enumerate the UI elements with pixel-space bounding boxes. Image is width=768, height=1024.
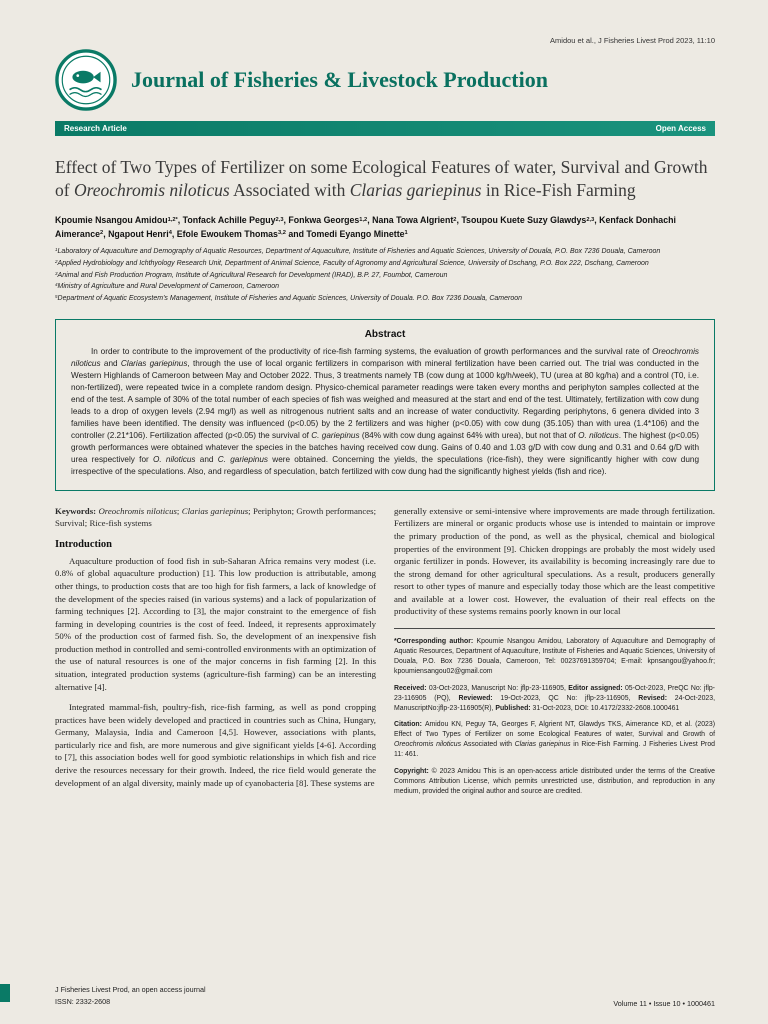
affiliation-item: $^4$Ministry of Agriculture and Rural Development of Cameroon, Cameroon — [55, 282, 280, 291]
affiliation-item: $^3$Animal and Fish Production Program, Institute of Agricultural Research for Development (IRAD), B.P. 27, Foumbot, Cameroun — [55, 270, 448, 279]
article-history-note: Received: 03-Oct-2023, Manuscript No: jflp-23-116905, Editor assigned: 05-Oct-2023, PreQC No: jflp-23-116905 (PQ), Reviewed: 19-Oct-2023, QC No: jflp-23-116905, Revised: 24-Oct-2023, ManuscriptNo:jflp-23-116905(R), Published: 31-Oct-2023, DOI: 10.4172/2332-2608.1000461 — [394, 684, 715, 712]
abstract-heading: Abstract — [364, 329, 406, 341]
article-notes — [394, 628, 715, 797]
affiliation-item: $^2$Applied Hydrobiology and Ichthyology Research Unit, Department of Animal Science, Faculty of Agronomy and Agricultural Science, University of Dschang, P.O. Box 222, Dschang, Cameroon — [55, 259, 649, 268]
right-column — [394, 505, 715, 803]
authors-line: Kpoumie Nsangou Amidou$^{1,2*}$, Tonfack Achille Peguy$^{2,3}$, Fonkwa Georges$^{1,2}$, Nana Towa Algrient$^2$, Tsoupou Kuete Suzy Glawdys$^{2,3}$, Kenfack Donhachi Aimerance$^2$, Ngapout Henri$^4$, Efole Ewoukem Thomas$^{3,2}$ and Tomedi Eyango Minette$^1$ — [55, 215, 676, 239]
affiliation-item: $^5$Department of Aquatic Ecosystem's Management, Institute of Fisheries and Aquatic Sciences, University of Douala. P.O. Box 7236 Douala, Cameroon — [55, 293, 523, 302]
footer-issn: ISSN: 2332-2608 — [55, 996, 111, 1006]
fish-logo-icon — [55, 49, 117, 111]
affiliation-item: $^1$Laboratory of Aquaculture and Demography of Aquatic Resources, Department of Aquaculture, Institute of Fisheries and Aquatic Sciences, University of Douala, P.O. Box 7236 Douala, Cameroon — [55, 247, 661, 256]
abstract-text: In order to contribute to the improvement of the productivity of rice-fish farming systems, the evaluation of growth performances and the survival rate of Oreochromis niloticus and Clarias gariepinus, through the use of local organic fertilizers in comparison with mineral fertilization have been carried out. The trial was conducted in the Western Highlands of Cameroon between May and October 2022. Thus, 3 treatments namely TB (cow dung at 1000 kg/h/week), TU (urea at 80 kg/ha) and a control (T0, i.e. non-fertilized), were repeated twice in a complete random design. Physico-chemical parameter readings were taken every months and periphyton samples collected at the end of the test. A sample of 30% of the total number of each species of fish was weighed and measured at the start and end of the test. Ultimately, fertilization with cow dung leads to a drop of oxygen levels (2.94 mg/l) as well as nitrogenous nutrient salts and an increase of water conductivity. Regarding periphytons, 6 genera divided into 3 families have been identified. The density was influenced (p<0.05) by the 2 fertilizers and was higher (p<0.05) with cow dung (35.105) than with urea (1.4*106) and the controller (2.21*106). Fertilization affected (p<0.05) the survival of C. gariepinus (84% with cow dung against 64% with urea), but not that of O. niloticus. The highest (p<0.05) growth performances were obtained whatever the species in the batches having received cow dung. Gains of 0.40 and 1.03 g/D with cow dung and 0.31 and 0.64 g/D with urea respectively for O. niloticus and C. gariepinus were obtained. Concerning the yields, the speculations (rice-fish), they were significantly higher with cow dung irrespective of the speculations. Also, and regardless of speculation, batch fertilized with cow dung had the significantly highest yields (fish and rice). — [71, 347, 700, 476]
article-type-banner — [55, 121, 715, 136]
page-footer — [55, 984, 715, 1008]
copyright-note: Copyright: © 2023 Amidou This is an open-access article distributed under the terms of the Creative Commons Attribution License, which permits unrestricted use, distribution, and reproduction in any medium, provided the original author and source are credited. — [394, 767, 715, 795]
introduction-paragraph-1: Aquaculture production of food fish in sub-Saharan Africa remains very modest (i.e. 0.8% of global aquaculture production) [1]. This low production is attributable, among other things, to production costs that are too high for fish farmers, a lack of knowledge of the development of the species raised (in various systems) and a lack of popularization of farming techniques [2]. According to [3], the major constraint to the emergence of fish farming in developing countries is the cost of feed. Indeed, it represents approximately 50% of the production cost of farmed fish. So, the development of an inexpensive fish production method in controlled and semi-controlled environments with an optimization of the use of natural resources is one of the major concerns in fish farming [2]. In this situation, integrated production systems (agriculture-fish farming) can be an interesting alternative [4]. — [55, 555, 376, 692]
abstract-box — [55, 319, 715, 491]
footer-journal-line: J Fisheries Livest Prod, an open access journal — [55, 984, 206, 994]
introduction-heading: Introduction — [55, 538, 112, 550]
open-access-label: Open Access — [655, 124, 706, 133]
journal-header — [55, 49, 715, 111]
article-type-label: Research Article — [64, 124, 127, 133]
introduction-paragraph-2: Integrated mammal-fish, poultry-fish, rice-fish farming, as well as pond cropping practices have been widely developed and practiced in countries such as China, Hungary, Germany, Malaysia, India and Cameroon [4,5]. However, associations with plants, particularly rice and fish, are more numerous and give significant yields [4-6]. According to [7], this association bodes well for good symbiotic relationships in which fish and rice derive the resources necessary for their growth. Indeed, the rice field would generate the development of an algal diversity, mainly made up of cyanobacteria [8]. These systems are — [55, 702, 376, 788]
journal-logo — [55, 49, 117, 111]
right-column-paragraph-1: generally extensive or semi-intensive where improvements are made through fertilization. Fertilizers are mineral or organic products whose use is intended to maintain or improve the primary production of the pond, as well as the physical, chemical and biological properties of the environment [9]. Chicken droppings are probably the most widely used organic fertilizer in ponds. However, its availability is becoming increasingly rare due to the strong demand for other agricultural speculations. As a result, producers generally resort to other types of manure and especially today those which are the least competitive and available at a lower cost. However, the evaluation of their real effects on the productivity of these systems remains poorly known in our local — [394, 505, 715, 617]
footer-volume: Volume 11 • Issue 10 • 1000461 — [613, 999, 715, 1008]
corner-accent — [0, 984, 10, 1002]
keywords-line: Keywords: Oreochromis niloticus; Clarias gariepinus; Periphyton; Growth performances; Survival; Rice-fish systems — [55, 505, 377, 529]
article-title: Effect of Two Types of Fertilizer on some Ecological Features of water, Survival and Growth of Oreochromis niloticus Associated with Clarias gariepinus in Rice-Fish Farming — [55, 157, 708, 201]
affiliations — [55, 247, 715, 304]
left-column — [55, 505, 376, 803]
journal-name: Journal of Fisheries & Livestock Production — [131, 66, 548, 92]
footer-left — [55, 984, 206, 1008]
corresponding-author-note: *Corresponding author: Kpoumie Nsangou Amidou, Laboratory of Aquaculture and Demography of Aquatic Resources, Department of Aquaculture, Institute of Fisheries and Aquatic Sciences, University of Douala, P.O. Box 7236 Douala, Cameroon, Tel: 00237691359704; E-mail: kpnsangou@yahoo.fr; kpoumiensangou02@gmail.com — [394, 638, 715, 675]
running-head: Amidou et al., J Fisheries Livest Prod 2023, 11:10 — [550, 36, 715, 45]
two-column-body — [55, 505, 715, 803]
citation-note: Citation: Amidou KN, Peguy TA, Georges F, Algrient NT, Glawdys TKS, Aimerance KD, et al. (2023) Effect of Two Types of Fertilizer on some Ecological Features of water, Survival and Growth of Oreochromis niloticus Associated with Clarias gariepinus in Rice-Fish Farming. J Fisheries Livest Prod 11: 461. — [394, 721, 716, 758]
